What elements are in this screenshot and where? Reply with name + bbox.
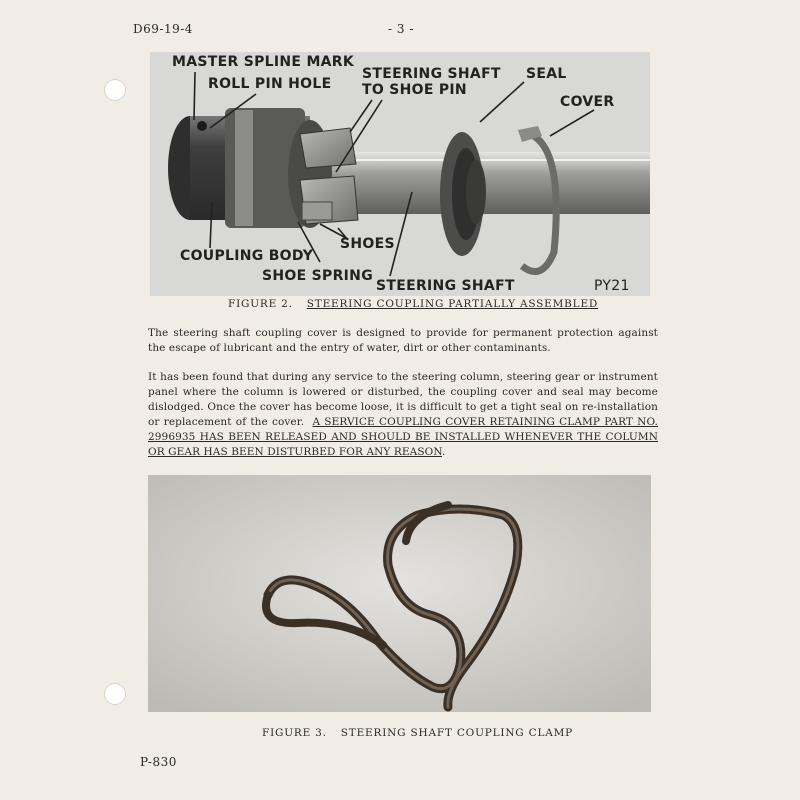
coupling-clamp-illustration — [148, 475, 651, 712]
figure-3-label: FIGURE 3. — [262, 727, 327, 739]
paragraph-2-emphasis: A SERVICE COUPLING COVER RETAINING CLAMP PART NO. 2996935 HAS BEEN RELEASED AND SHOULD BE INSTALLED WHENEVER THE COLUMN OR GEAR HAS BEEN DISTURBED FOR ANY REASON — [148, 416, 658, 458]
paragraph-2: It has been found that during any service to the steering column, steering gear or instrument panel where the column is lowered or disturbed, the coupling cover and seal may become dislodged. Once the cover has become loose, it is difficult to get a tight seal on re-installation or replacement of the cover. A SERVICE COUPLING COVER RETAINING CLAMP PART NO. 2996935 HAS BEEN RELEASED AND SHOULD BE INSTALLED WHENEVER THE COLUMN OR GEAR HAS BEEN DISTURBED FOR ANY REASON. — [148, 371, 658, 458]
callout-coupling-body: COUPLING BODY — [180, 248, 314, 264]
binder-hole-bottom — [104, 683, 126, 705]
photo-code: PY21 — [594, 278, 630, 294]
binder-hole-top — [104, 79, 126, 101]
paragraph-2-text: It has been found that during any service to the steering column, steering gear or instrument panel where the column is lowered or disturbed, the coupling cover and seal may become dislodged. Once the cover has become loose, it is difficult to get a tight seal on re-installation or replacement of the cover. — [148, 371, 658, 428]
figure-2-caption — [228, 298, 598, 310]
callout-roll-pin-hole: ROLL PIN HOLE — [208, 76, 332, 92]
document-id: D69-19-4 — [133, 22, 193, 36]
figure-2-title: STEERING COUPLING PARTIALLY ASSEMBLED — [306, 298, 599, 310]
callout-cover: COVER — [560, 94, 615, 110]
callout-shoes: SHOES — [340, 236, 395, 252]
figure-3-caption — [262, 727, 573, 739]
figure-3-title: STEERING SHAFT COUPLING CLAMP — [340, 727, 574, 739]
callout-steering-shaft-to-shoe-pin: STEERING SHAFT TO SHOE PIN — [362, 66, 501, 98]
figure-2-photo — [150, 52, 650, 296]
callout-master-spline-mark: MASTER SPLINE MARK — [172, 54, 355, 70]
figure-3-photo — [148, 475, 651, 712]
callout-seal: SEAL — [526, 66, 567, 82]
callout-steering-shaft: STEERING SHAFT — [376, 278, 515, 294]
form-number: P-830 — [140, 755, 177, 769]
figure-2-label: FIGURE 2. — [228, 298, 293, 310]
callout-shoe-spring: SHOE SPRING — [262, 268, 373, 284]
page-number: - 3 - — [388, 22, 414, 36]
paragraph-1: The steering shaft coupling cover is designed to provide for permanent protection against the escape of lubricant and the entry of water, dirt or other contaminants. — [148, 327, 658, 354]
